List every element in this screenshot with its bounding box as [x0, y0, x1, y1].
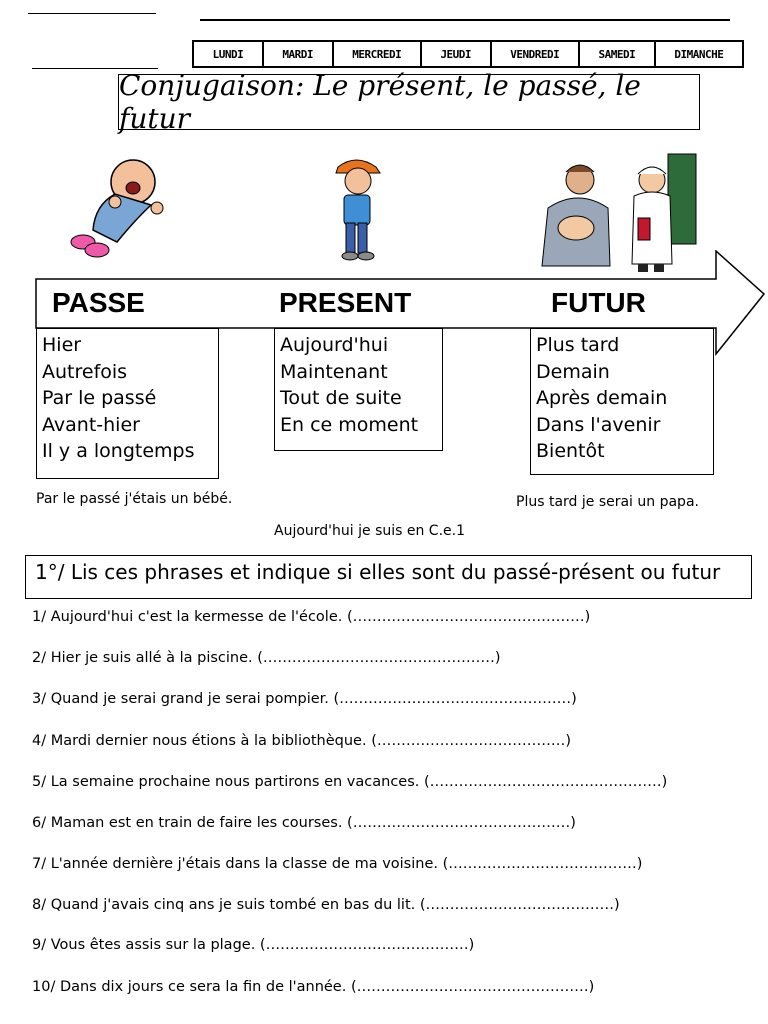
exercise-item[interactable]: 4/ Mardi dernier nous étions à la bibliothèque. (…………………………………)	[32, 733, 572, 749]
day-cell[interactable]: DIMANCHE	[674, 47, 724, 61]
word-item: Bientôt	[536, 440, 605, 462]
word-item: Dans l'avenir	[536, 413, 661, 436]
word-item: Il y a longtemps	[42, 440, 195, 462]
exercise-item[interactable]: 5/ La semaine prochaine nous partirons en vacances. (…………………………………………)	[32, 774, 668, 790]
passe-caption: Par le passé j'étais un bébé.	[36, 491, 233, 507]
present-label: PRESENT	[279, 287, 412, 318]
baby-illustration	[55, 150, 175, 260]
futur-caption: Plus tard je serai un papa.	[516, 494, 699, 510]
exercise-item[interactable]: 6/ Maman est en train de faire les courses. (………………………………………)	[32, 815, 576, 831]
word-item: En ce moment	[280, 413, 419, 436]
day-cell[interactable]: LUNDI	[194, 42, 264, 66]
page-title: Conjugaison: Le présent, le passé, le futur	[118, 74, 700, 130]
date-line	[200, 19, 730, 21]
exercise-item[interactable]: 1/ Aujourd'hui c'est la kermesse de l'école. (…………………………………………)	[32, 609, 591, 625]
day-cell[interactable]: SAMEDI	[580, 42, 656, 66]
exercise-item[interactable]: 7/ L'année dernière j'étais dans la classe de ma voisine. (…………………………………)	[32, 856, 643, 872]
exercise-item[interactable]: 8/ Quand j'avais cinq ans je suis tombé en bas du lit. (…………………………………)	[32, 897, 620, 913]
present-caption: Aujourd'hui je suis en C.e.1	[274, 523, 465, 539]
day-cell[interactable]: MARDI	[264, 42, 334, 66]
exercise-item[interactable]: 10/ Dans dix jours ce sera la fin de l'année. (…………………………………………)	[32, 979, 595, 995]
word-item: Après demain	[536, 387, 668, 409]
exercise-item[interactable]: 3/ Quand je serai grand je serai pompier. (…………………………………………)	[32, 691, 577, 707]
word-item: Hier	[42, 334, 82, 356]
day-cell[interactable]: MERCREDI	[334, 42, 422, 66]
word-item: Demain	[536, 360, 610, 383]
futur-words-box	[530, 328, 714, 475]
word-item: Avant-hier	[42, 413, 140, 436]
name-line	[28, 13, 156, 14]
word-item: Plus tard	[536, 334, 620, 356]
day-cell[interactable]: JEUDI	[422, 42, 492, 66]
exercise-item[interactable]: 9/ Vous êtes assis sur la plage. (……………………………………)	[32, 937, 475, 953]
word-item: Autrefois	[42, 360, 128, 383]
word-item: Aujourd'hui	[280, 334, 389, 356]
word-item: Tout de suite	[280, 387, 402, 409]
boy-illustration	[328, 155, 388, 263]
passe-label: PASSE	[52, 287, 145, 318]
word-item: Maintenant	[280, 360, 388, 383]
passe-words-box	[36, 328, 219, 479]
present-words-box	[274, 328, 443, 451]
futur-label: FUTUR	[551, 287, 646, 318]
exercise-item[interactable]: 2/ Hier je suis allé à la piscine. (…………………………………………)	[32, 650, 501, 666]
exercise-instruction: 1°/ Lis ces phrases et indique si elles sont du passé-présent ou futur	[25, 555, 752, 599]
day-cell[interactable]: VENDREDI	[492, 42, 580, 66]
weekday-bar	[192, 40, 744, 68]
word-item: Par le passé	[42, 387, 157, 409]
